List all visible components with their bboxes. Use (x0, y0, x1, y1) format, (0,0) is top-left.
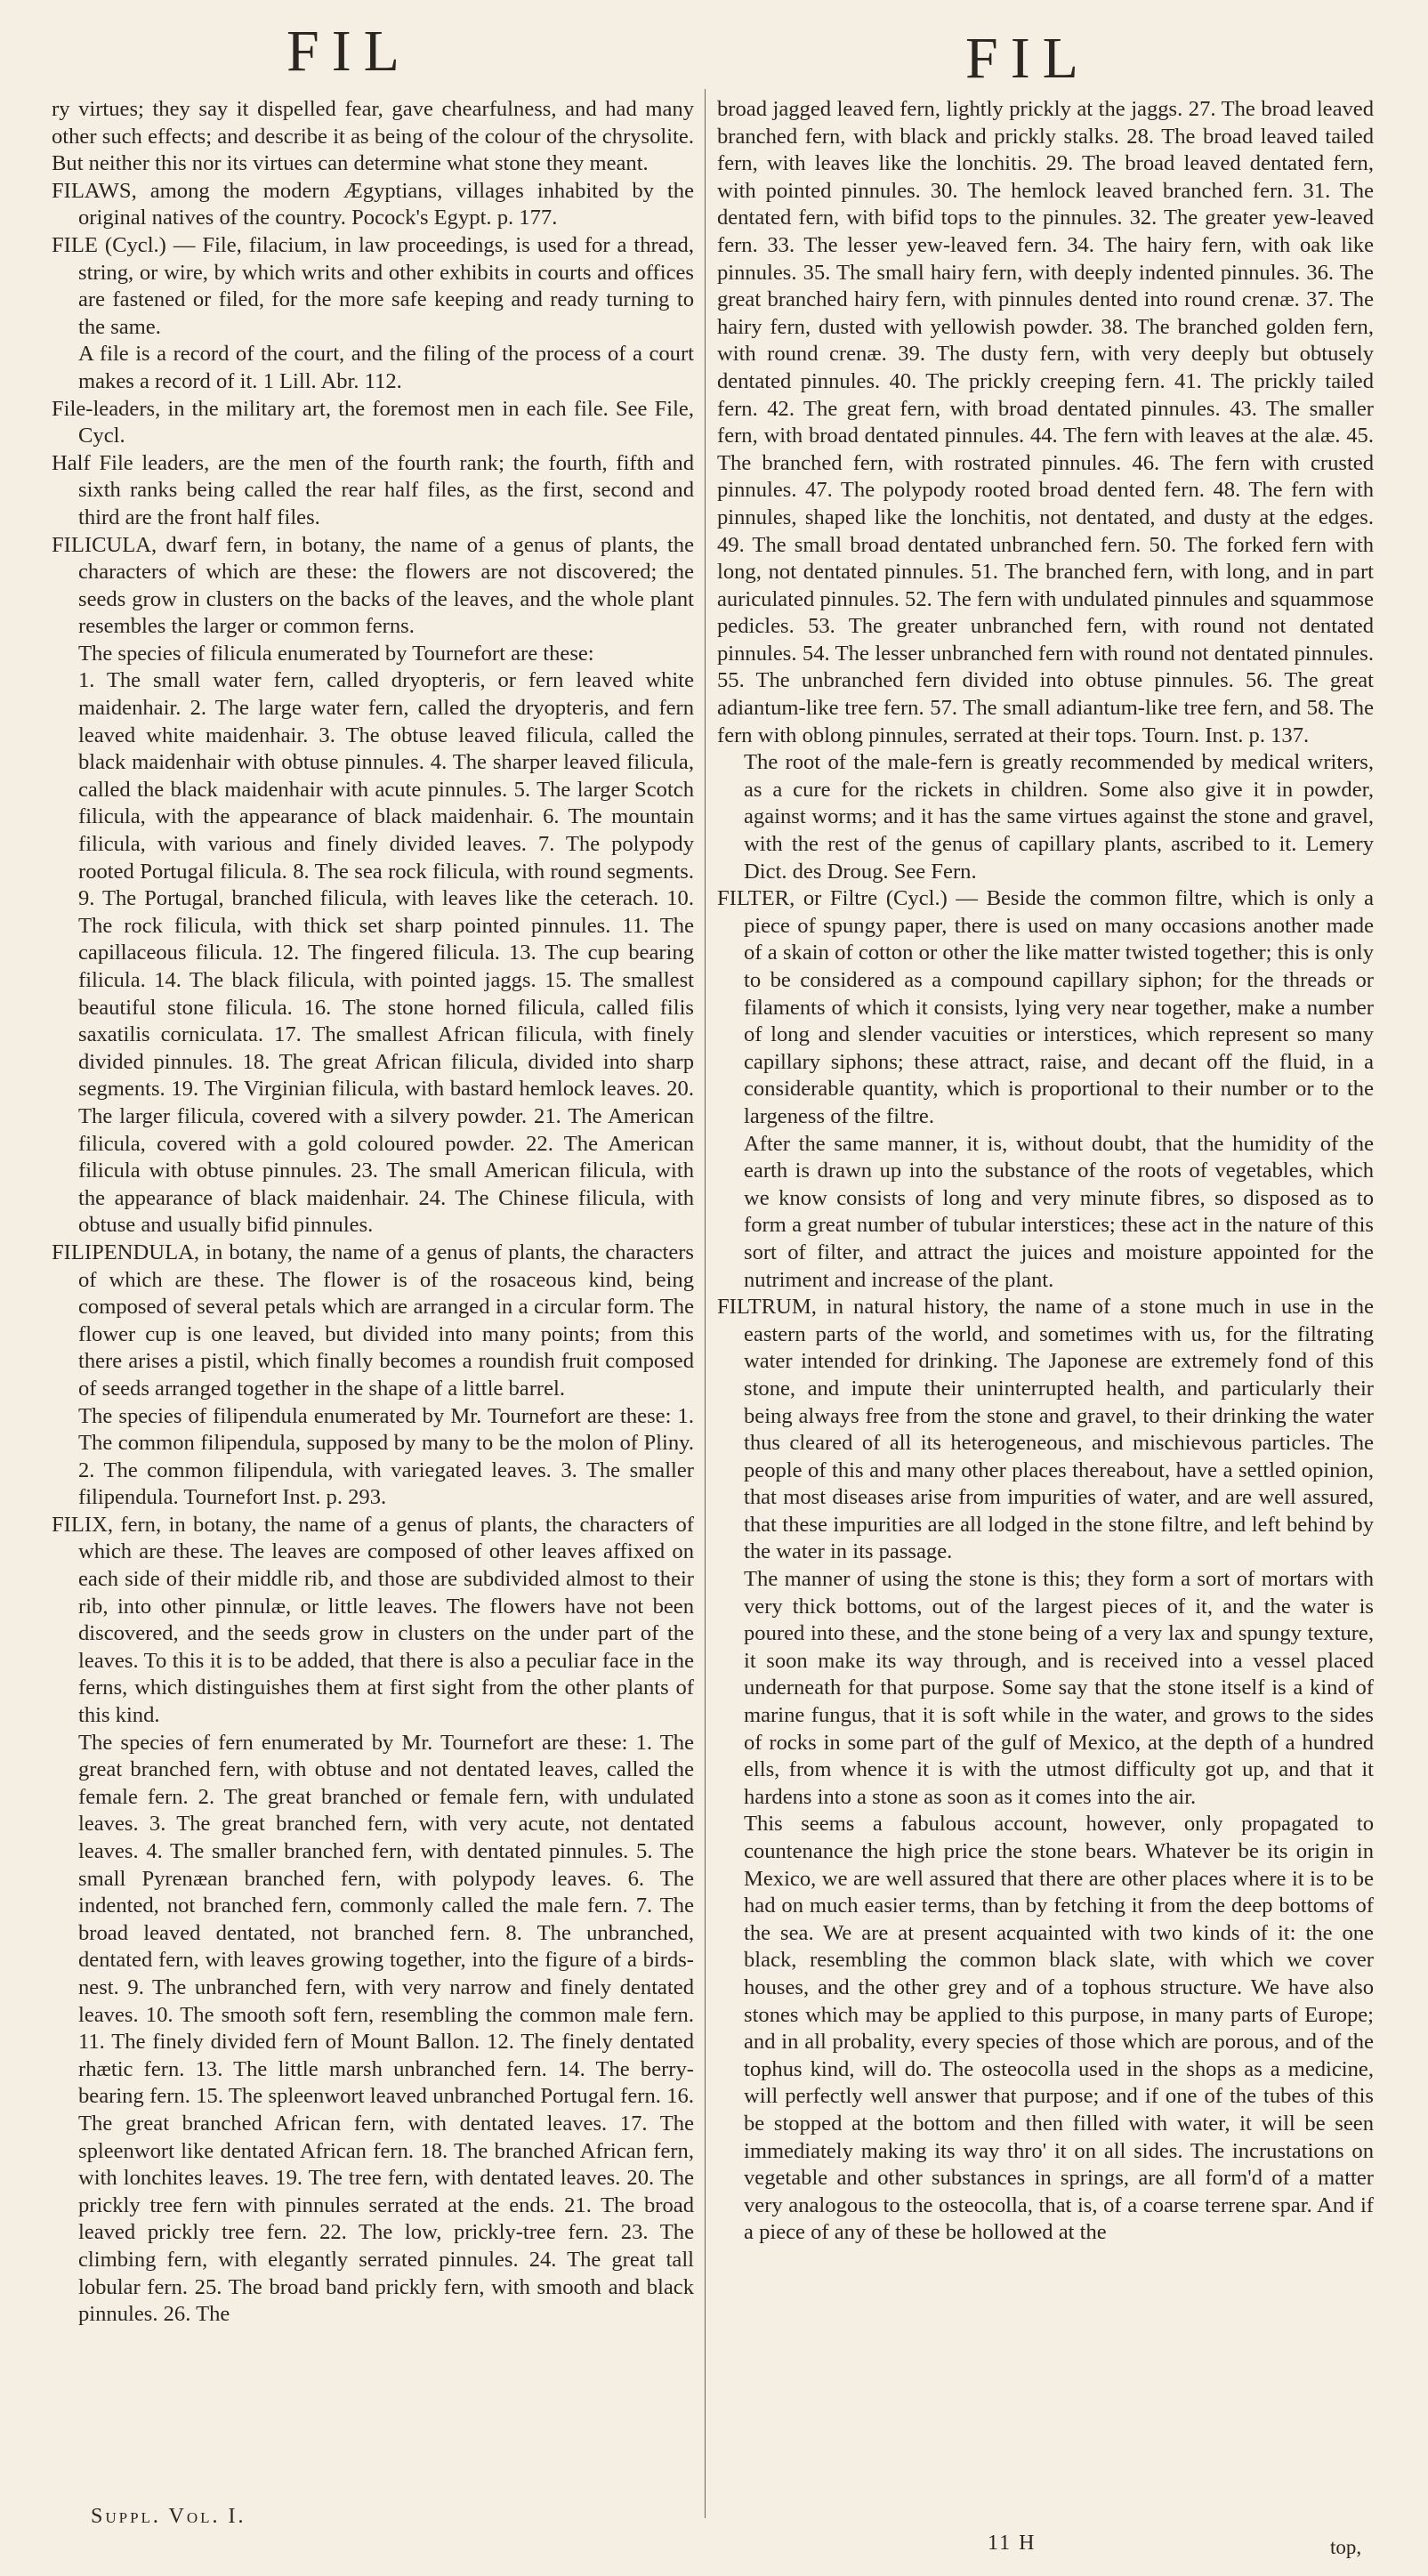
entry-file-leaders: File-leaders, in the military art, the foremost men in each file. See File, Cycl. (52, 396, 694, 448)
entry-text: (Cycl.) — File, filacium, in law proceedings, is used for a thread, string, or wire, by which writs and other exhibits in courts and offices are fastened or filed, for the more safe keeping and ready turning to the same. (78, 232, 694, 339)
left-column (52, 96, 694, 2329)
entry-text: or Filtre (Cycl.) — Beside the common filtre, which is only a piece of spungy paper, there is used on many occasions another made of a skain of cotton or other the like matter twisted together; this is only to be considered as a compound capillary siphon; for the threads or filaments of which it consists, lying very near together, make a number of long and slender vacuities or interstices, which represent so many capillary siphons; these attract, raise, and decant off the fluid, in a considerable quantity, which is proportional to their number or to the largeness of the filtre. (744, 886, 1374, 1128)
paragraph: broad jagged leaved fern, lightly prickly at the jaggs. 27. The broad leaved branched fern, with black and prickly stalks. 28. The broad leaved tailed fern, with leaves like the lonchitis. 29. The broad leaved dentated fern, with pointed pinnules. 30. The hemlock leaved branched fern. 31. The dentated fern, with bifid tops to the pinnules. 32. The greater yew-leaved fern. 33. The lesser yew-leaved fern. 34. The hairy fern, with oak like pinnules. 35. The small hairy fern, with deeply indented pinnules. 36. The great branched hairy fern, with pinnules dented into round crenæ. 37. The hairy fern, dusted with yellowish powder. 38. The branched golden fern, with round crenæ. 39. The dusty fern, with very deeply but obtusely dentated pinnules. 40. The prickly creeping fern. 41. The prickly tailed fern. 42. The great fern, with broad dentated pinnules. 43. The smaller fern, with broad dentated pinnules. 44. The fern with leaves at the alæ. 45. The branched fern, with rostrated pinnules. 46. The fern with crusted pinnules. 47. The polypody rooted broad dented fern. 48. The fern with pinnules, shaped like the lonchitis, not dentated, and dusty at the edges. 49. The small broad dentated unbranched fern. 50. The forked fern with long, not dentated pinnules. 51. The branched fern, with long, and in part auriculated pinnules. 52. The fern with undulated pinnules and squammose pedicles. 53. The greater unbranched fern, with round not dentated pinnules. 54. The lesser unbranched fern with round not dentated pinnules. 55. The unbranched fern divided into obtuse pinnules. 56. The great adiantum-like tree fern. 57. The small adiantum-like tree fern, and 58. The fern with oblong pinnules, serrated at their tops. Tourn. Inst. p. 137. (717, 97, 1374, 747)
entry-filtrum (717, 1294, 1374, 1566)
running-head-left: FIL (286, 19, 412, 84)
entry-filix (52, 1512, 694, 1730)
headword: FILTER, (717, 886, 795, 911)
right-column (717, 96, 1374, 2247)
column-divider (705, 89, 706, 2518)
entry-text: in botany, the name of a genus of plants, the characters of which are these. The flower is of the rosaceous kind, being composed of several petals which are arranged in a circular form. The flower cup is one leaved, but divided into many points; from this there arises a pistil, which finally becomes a roundish fruit composed of seeds arranged together in the shape of a little barrel. (78, 1240, 694, 1401)
paragraph: The manner of using the stone is this; they form a sort of mortars with very thick bottoms, out of the largest pieces of it, and the water is poured into these, and the stone being of a very lax and spungy texture, it soon make its way through, and is received into a vessel placed underneath for that purpose. Some say that the stone itself is a kind of marine fungus, that it is soft while in the water, and grows to the sides of rocks in some part of the gulf of Mexico, at the depth of a hundred ells, from whence it is with the utmost difficulty got up, and that it hardens into a stone as soon as it comes into the air. (744, 1567, 1374, 1809)
headword: FILIX, (52, 1512, 113, 1537)
headword: FILTRUM, (717, 1295, 817, 1320)
entry-file (52, 232, 694, 341)
paragraph: A file is a record of the court, and the filing of the process of a court makes a record of it. 1 Lill. Abr. 112. (78, 342, 694, 393)
paragraph: The species of fern enumerated by Mr. Tournefort are these: 1. The great branched fern, with obtuse and not dentated leaves, called the female fern. 2. The great branched or female fern, with undulated leaves. 3. The great branched fern, with very acute, not dentated leaves. 4. The smaller branched fern, with dentated pinnules. 5. The small Pyrenæan branched fern, with polypody leaves. 6. The indented, not branched fern, commonly called the male fern. 7. The broad leaved dentated, not branched fern. 8. The unbranched, dentated fern, with leaves growing together, into the figure of a birds-nest. 9. The unbranched fern, with very narrow and finely dentated leaves. 10. The smooth soft fern, resembling the common male fern. 11. The finely divided fern of Mount Ballon. 12. The finely dentated rhætic fern. 13. The little marsh unbranched fern. 14. The berry-bearing fern. 15. The spleenwort leaved unbranched Portugal fern. 16. The great branched African fern, with dentated leaves. 17. The spleenwort like dentated African fern. 18. The branched African fern, with lonchites leaves. 19. The tree fern, with dentated leaves. 20. The prickly tree fern with pinnules serrated at the ends. 21. The broad leaved prickly tree fern. 22. The low, prickly-tree fern. 23. The climbing fern, with elegantly serrated pinnules. 24. The great tall lobular fern. 25. The broad band prickly fern, with smooth and black pinnules. 26. The (78, 1730, 694, 2327)
paragraph: ry virtues; they say it dispelled fear, gave chearfulness, and had many other such effects; and describe it as being of the colour of the chrysolite. But neither this nor its virtues can determine what stone they meant. (52, 97, 694, 176)
catchword: top, (1330, 2536, 1362, 2558)
paragraph: 1. The small water fern, called dryopteris, or fern leaved white maidenhair. 2. The large water fern, called the dryopteris, and fern leaved white maidenhair. 3. The obtuse leaved filicula, called the black maidenhair with obtuse pinnules. 4. The sharper leaved filicula, called the black maidenhair with acute pinnules. 5. The larger Scotch filicula, with the appearance of black maidenhair. 6. The mountain filicula, with various and finely divided leaves. 7. The polypody rooted Portugal filicula. 8. The sea rock filicula, with round segments. 9. The Portugal, branched filicula, with leaves like the ceterach. 10. The rock filicula, with thick set sharp pointed pinnules. 11. The capillaceous filicula. 12. The fingered filicula. 13. The cup bearing filicula. 14. The black filicula, with pointed jaggs. 15. The smallest beautiful stone filicula. 16. The stone horned filicula, called filis saxatilis corniculata. 17. The smallest African filicula, with finely divided pinnules. 18. The great African filicula, divided into sharp segments. 19. The Virginian filicula, with bastard hemlock leaves. 20. The larger filicula, covered with a silvery powder. 21. The American filicula, covered with a gold coloured powder. 22. The American filicula with obtuse pinnules. 23. The small American filicula, with the appearance of black maidenhair. 24. The Chinese filicula, with obtuse and usually bifid pinnules. (78, 668, 694, 1238)
entry-text: among the modern Ægyptians, villages inhabited by the original natives of the country. Pocock's Egypt. p. 177. (78, 178, 694, 230)
entry-text: dwarf fern, in botany, the name of a genus of plants, the characters of which are these: the flowers are not discovered; the seeds grow in clusters on the backs of the leaves, and the whole plant resembles the larger or common ferns. (78, 532, 694, 639)
headword: FILAWS, (52, 178, 137, 203)
volume-footer: Suppl. Vol. I. (91, 2505, 246, 2528)
entry-filicula (52, 532, 694, 641)
entry-half-file-leaders: Half File leaders, are the men of the fourth rank; the fourth, fifth and sixth ranks being called the rear half files, as the first, second and third are the front half files. (52, 450, 694, 529)
running-head-right: FIL (965, 26, 1091, 91)
signature-mark: 11 H (988, 2532, 1037, 2555)
paragraph: After the same manner, it is, without doubt, that the humidity of the earth is drawn up into the substance of the roots of vegetables, which we know consists of long and very minute fibres, so disposed as to form a great number of tubular interstices; these act in the nature of this sort of filter, and attract the juices and moisture appointed for the nutriment and increase of the plant. (744, 1131, 1374, 1292)
paragraph: The root of the male-fern is greatly recommended by medical writers, as a cure for the rickets in children. Some also give it in powder, against worms; and it has the same virtues against the stone and gravel, with the rest of the genus of capillary plants, ascribed to it. Lemery Dict. des Droug. See Fern. (744, 750, 1374, 884)
entry-text: in natural history, the name of a stone much in use in the eastern parts of the world, and sometimes with us, for the filtrating water intended for drinking. The Japonese are extremely fond of this stone, and impute their uninterrupted health, and particularly their being always free from the stone and gravel, to their drinking the water thus cleared of all its heterogeneous, and mischievous particles. The people of this and many other places thereabout, have a settled opinion, that most diseases arise from impurities of water, and are well assured, that these impurities are all lodged in the stone filtre, and left behind by the water in its passage. (744, 1295, 1374, 1564)
entry-text: fern, in botany, the name of a genus of plants, the characters of which are these. The leaves are composed of other leaves affixed on each side of their middle rib, and those are subdivided almost to their rib, into other pinnulæ, or little leaves. The flowers have not been discovered, and the seeds grow in clusters on the under part of the leaves. To this it is to be added, that there is also a peculiar face in the ferns, which distinguishes them at first sight from the other plants of this kind. (78, 1512, 694, 1728)
entry-filter (717, 885, 1374, 1130)
headword: FILE (52, 232, 98, 257)
paragraph: This seems a fabulous account, however, only propagated to countenance the high price the stone bears. Whatever be its origin in Mexico, we are well assured that there are other places where it is to be had on much easier terms, than by fetching it from the deep bottoms of the sea. We are at present acquainted with two kinds of it: the one black, resembling the common black slate, with which we cover houses, and the other grey and of a tophous structure. We have also stones which may be applied to this purpose, in many parts of Europe; and in all probality, every species of those which are porous, and of the tophus kind, will do. The osteocolla used in the shops as a medicine, will perfectly well answer that purpose; and if one of the tubes of this be stopped at the bottom and then filled with water, it will be seen immediately making its way thro' it on all sides. The incrustations on vegetable and other substances in springs, are all form'd of a matter very analogous to the osteocolla, that is, of a coarse terrene spar. And if a piece of any of these be hollowed at the (744, 1812, 1374, 2245)
entry-filipendula (52, 1240, 694, 1403)
entry-filaws (52, 178, 694, 232)
paragraph: The species of filipendula enumerated by Mr. Tournefort are these: 1. The common filipendula, supposed by many to be the molon of Pliny. 2. The common filipendula, with variegated leaves. 3. The smaller filipendula. Tournefort Inst. p. 293. (78, 1403, 694, 1510)
paragraph: The species of filicula enumerated by Tournefort are these: (78, 641, 594, 666)
headword: FILIPENDULA, (52, 1240, 199, 1264)
headword: FILICULA, (52, 532, 157, 557)
